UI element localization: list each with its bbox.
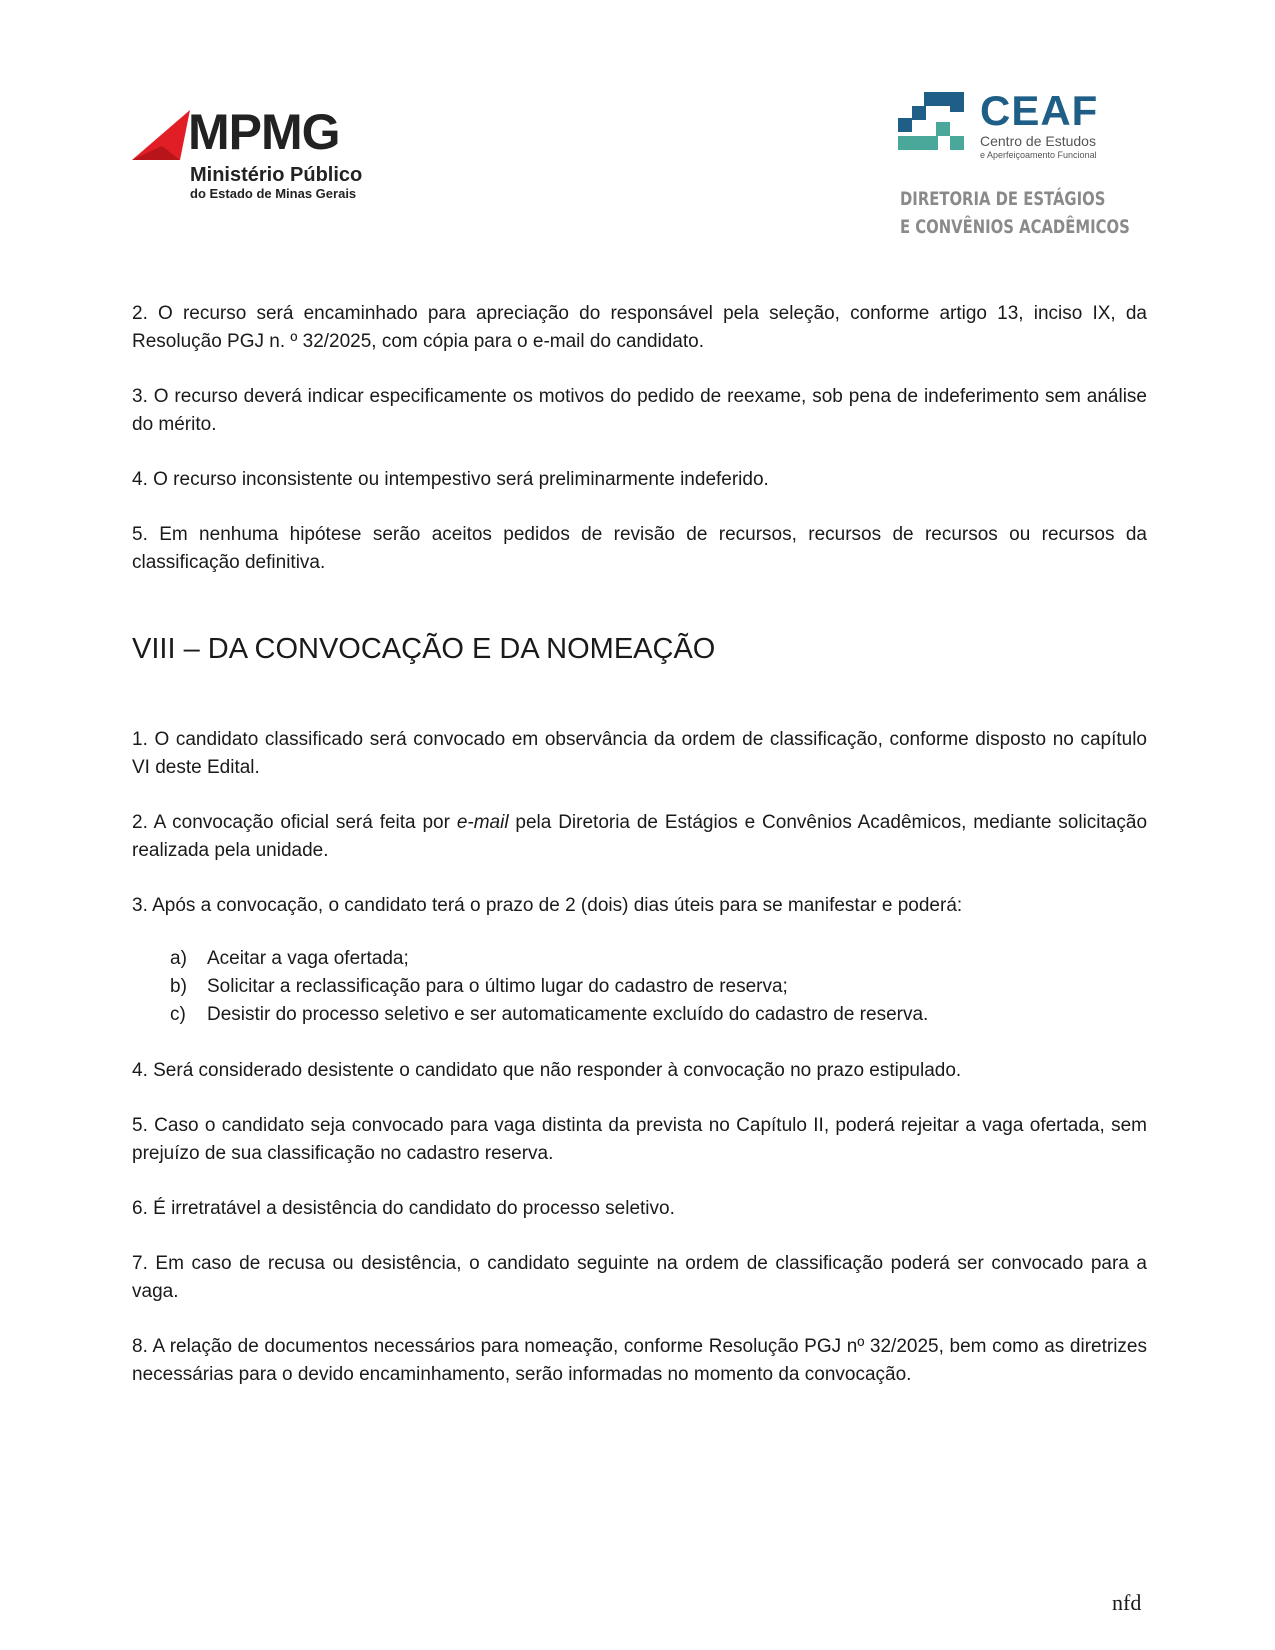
paragraph-8: 8. A relação de documentos necessários para nomeação, conforme Resolução PGJ nº 32/2025, bem como as diretrizes necessárias para o devido encaminhamento, serão informadas no momento da convocação. [132, 1336, 1147, 1385]
list-item [132, 973, 1147, 1001]
options-list [132, 945, 1147, 1029]
ceaf-subtitle: Centro de Estudos [980, 133, 1096, 149]
paragraph-prev-5: 5. Em nenhuma hipótese serão aceitos pedidos de revisão de recursos, recursos de recursos ou recursos da classificação definitiva. [132, 524, 1147, 573]
paragraph-6: 6. É irretratável a desistência do candidato do processo seletivo. [132, 1198, 675, 1219]
paragraph-3: 3. Após a convocação, o candidato terá o prazo de 2 (dois) dias úteis para se manifestar e poderá: [132, 895, 963, 916]
list-marker: a) [170, 948, 187, 969]
mpmg-subtitle: Ministério Público [190, 164, 363, 186]
list-marker: b) [170, 976, 187, 997]
ceaf-subtitle-small: e Aperfeiçoamento Funcional [980, 150, 1097, 160]
mpmg-title: MPMG [188, 104, 340, 160]
list-marker: c) [170, 1004, 186, 1025]
list-item [132, 945, 1147, 973]
paragraph-7: 7. Em caso de recusa ou desistência, o candidato seguinte na ordem de classificação poderá ser convocado para a vaga. [132, 1253, 1147, 1302]
paragraph-2-end: pela Diretoria de Estágios e Convênios Acadêmicos, mediante solicitação realizada pela unidade. [132, 812, 1148, 861]
mpmg-triangle-icon [132, 108, 192, 163]
footer-code: nfd [1112, 1590, 1142, 1615]
paragraph-5: 5. Caso o candidato seja convocado para vaga distinta da prevista no Capítulo II, poderá rejeitar a vaga ofertada, sem prejuízo de sua classificação no cadastro reserva. [132, 1115, 1147, 1164]
mpmg-subtitle-state: do Estado de Minas Gerais [190, 186, 357, 201]
mpmg-logo [132, 104, 402, 208]
paragraph-2-emphasis: e-mail [456, 812, 509, 833]
directorate-line-1: DIRETORIA DE ESTÁGIOS [900, 188, 1106, 210]
list-item [132, 1001, 1147, 1029]
document-body [132, 300, 1147, 1416]
list-item-text: Aceitar a vaga ofertada; [207, 948, 409, 969]
ceaf-title: CEAF [980, 87, 1099, 134]
list-item-text: Desistir do processo seletivo e ser automaticamente excluído do cadastro de reserva. [207, 1004, 929, 1025]
paragraph-prev-3: 3. O recurso deverá indicar especificamente os motivos do pedido de reexame, sob pena de indeferimento sem análise do mérito. [132, 386, 1147, 435]
section-heading: VIII – DA CONVOCAÇÃO E DA NOMEAÇÃO [132, 633, 716, 665]
paragraph-2-start: 2. A convocação oficial será feita por [132, 812, 457, 833]
paragraph-4: 4. Será considerado desistente o candidato que não responder à convocação no prazo estipulado. [132, 1060, 962, 1081]
directorate-line-2: E CONVÊNIOS ACADÊMICOS [900, 216, 1130, 238]
ceaf-emblem-icon [898, 92, 970, 158]
paragraph-2 [132, 809, 1147, 865]
paragraph-prev-4: 4. O recurso inconsistente ou intempestivo será preliminarmente indeferido. [132, 469, 769, 490]
list-item-text: Solicitar a reclassificação para o último lugar do cadastro de reserva; [207, 976, 788, 997]
paragraph-prev-2: 2. O recurso será encaminhado para apreciação do responsável pela seleção, conforme artigo 13, inciso IX, da Resolução PGJ n. º 32/2025, com cópia para o e-mail do candidato. [132, 303, 1147, 352]
ceaf-logo [898, 87, 1148, 242]
paragraph-1: 1. O candidato classificado será convocado em observância da ordem de classificação, conforme disposto no capítulo VI deste Edital. [132, 729, 1147, 778]
